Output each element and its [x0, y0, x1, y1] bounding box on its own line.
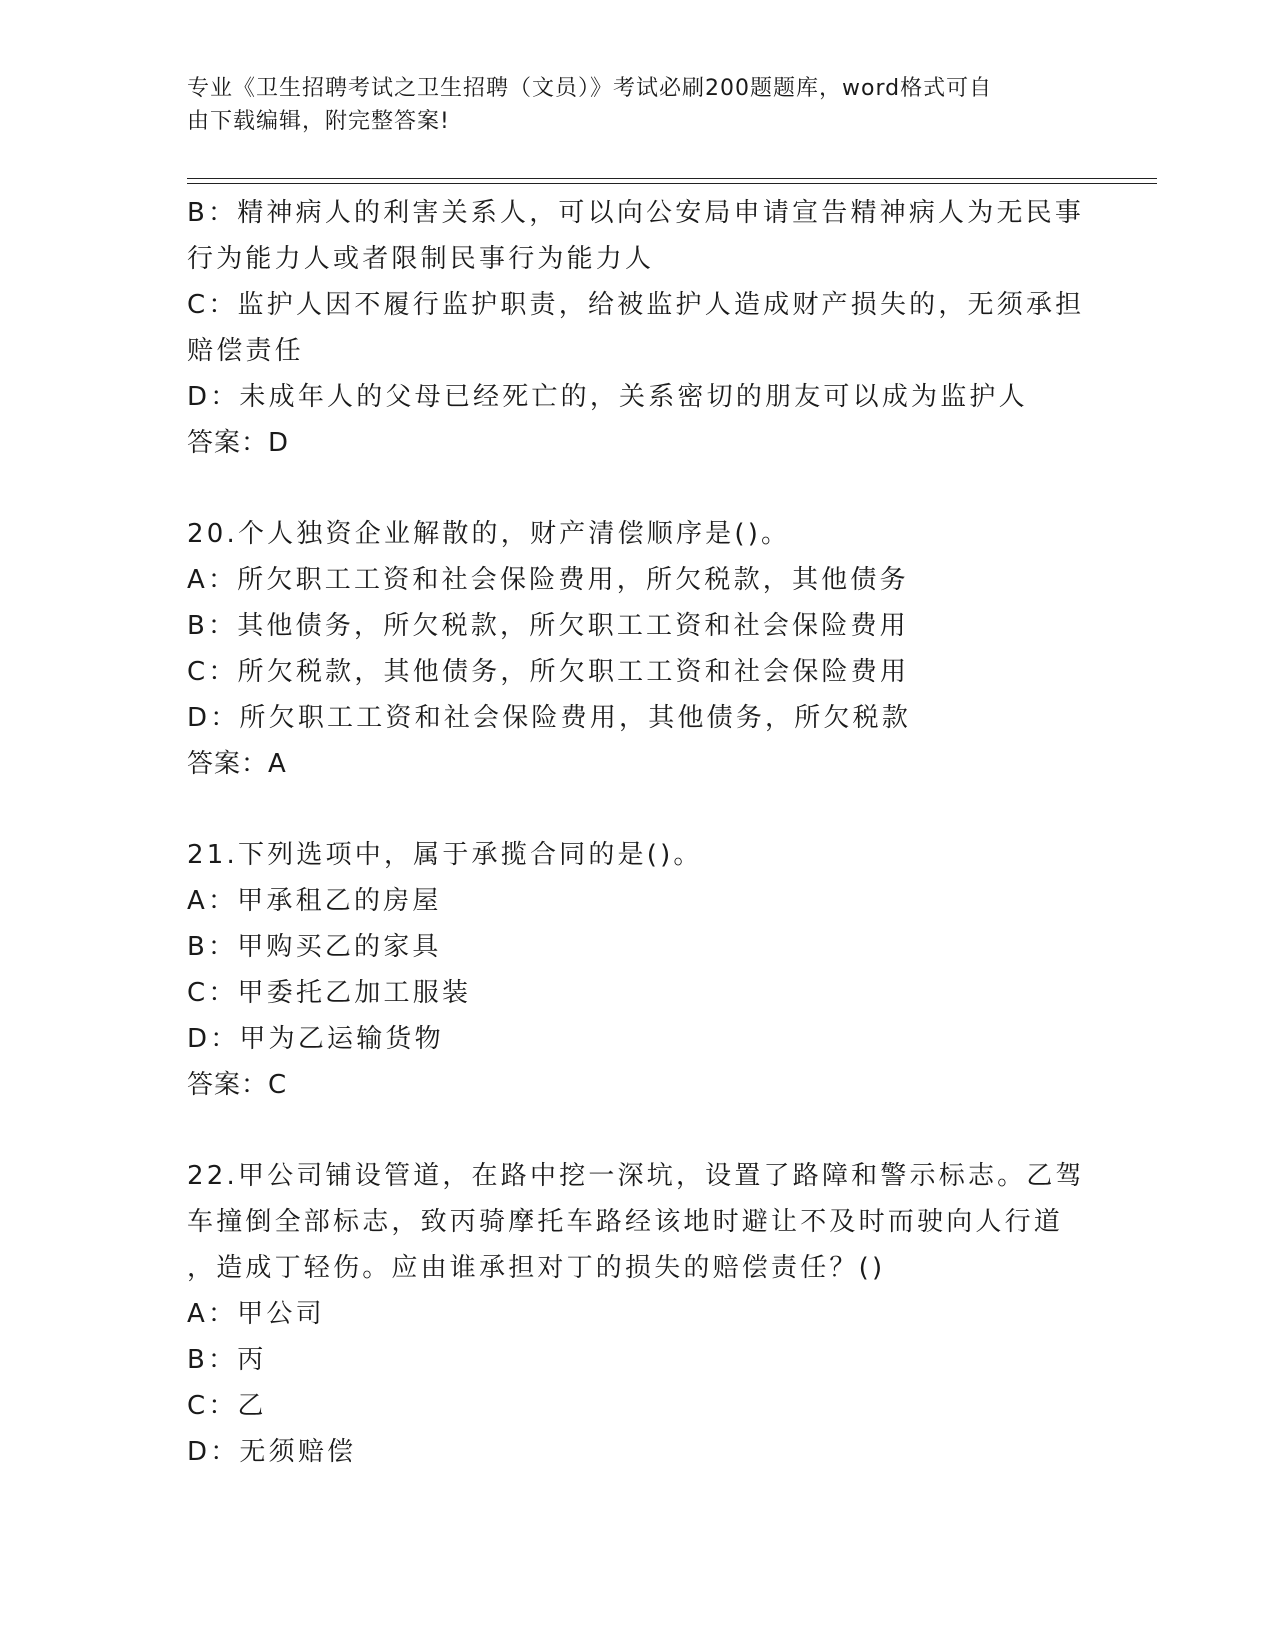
option-a: A：甲承租乙的房屋 — [187, 886, 442, 916]
option-d: D：甲为乙运输货物 — [187, 1024, 444, 1054]
question-19-continuation — [187, 190, 1087, 466]
option-b: B：甲购买乙的家具 — [187, 932, 442, 962]
option-line: B：精神病人的利害关系人，可以向公安局申请宣告精神病人为无民事 — [187, 198, 1085, 228]
option-c: C：甲委托乙加工服装 — [187, 978, 472, 1008]
answer-label: 答案：A — [187, 749, 287, 779]
option-line: C：监护人因不履行监护职责，给被监护人造成财产损失的，无须承担 — [187, 290, 1085, 320]
option-d: D：所欠职工工资和社会保险费用，其他债务，所欠税款 — [187, 703, 912, 733]
header-line-2: 由下载编辑，附完整答案! — [187, 109, 450, 134]
option-line: 赔偿责任 — [187, 336, 304, 366]
option-d: D：无须赔偿 — [187, 1437, 357, 1467]
question-stem: ，造成丁轻伤。应由谁承担对丁的损失的赔偿责任？() — [187, 1253, 886, 1283]
option-a: A：所欠职工工资和社会保险费用，所欠税款，其他债务 — [187, 565, 909, 595]
option-c: C：乙 — [187, 1391, 267, 1421]
question-20 — [187, 511, 1087, 787]
document-body — [187, 190, 1087, 1475]
header-divider-top — [187, 178, 1157, 179]
answer-label: 答案：C — [187, 1070, 288, 1100]
header-line-1: 专业《卫生招聘考试之卫生招聘（文员）》考试必刷200题题库，word格式可自 — [187, 76, 993, 101]
question-stem: 20.个人独资企业解散的，财产清偿顺序是()。 — [187, 519, 791, 549]
option-b: B：丙 — [187, 1345, 267, 1375]
option-line: D：未成年人的父母已经死亡的，关系密切的朋友可以成为监护人 — [187, 382, 1028, 412]
document-header — [187, 72, 1087, 138]
header-divider-bottom — [187, 183, 1157, 184]
question-stem: 21.下列选项中，属于承揽合同的是()。 — [187, 840, 703, 870]
question-stem: 车撞倒全部标志，致丙骑摩托车路经该地时避让不及时而驶向人行道 — [187, 1207, 1064, 1237]
option-b: B：其他债务，所欠税款，所欠职工工资和社会保险费用 — [187, 611, 909, 641]
answer-label: 答案：D — [187, 428, 290, 458]
question-21 — [187, 832, 1087, 1108]
option-line: 行为能力人或者限制民事行为能力人 — [187, 244, 655, 274]
question-stem: 22.甲公司铺设管道，在路中挖一深坑，设置了路障和警示标志。乙驾 — [187, 1161, 1085, 1191]
option-a: A：甲公司 — [187, 1299, 325, 1329]
option-c: C：所欠税款，其他债务，所欠职工工资和社会保险费用 — [187, 657, 910, 687]
question-22 — [187, 1153, 1087, 1475]
